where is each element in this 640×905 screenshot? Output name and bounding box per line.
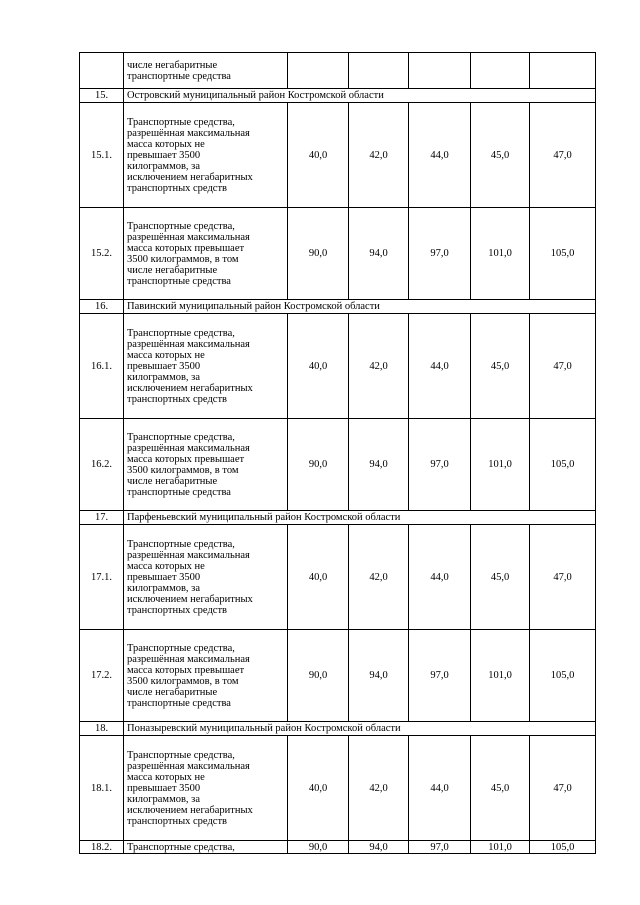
vehicle-category-description: Транспортные средства, разрешённая максимальная масса которых не превышает 3500 килограммов, за исключением негабаритных транспортных средств	[124, 314, 288, 419]
section-number: 16.	[80, 300, 124, 314]
row-number: 15.2.	[80, 208, 124, 300]
rate-value-col-1: 90,0	[288, 630, 349, 722]
table-row	[80, 525, 596, 630]
section-header-row	[80, 300, 596, 314]
row-number: 16.2.	[80, 419, 124, 511]
rate-value-col-4: 45,0	[471, 525, 530, 630]
vehicle-category-description: Транспортные средства, разрешённая максимальная масса которых превышает 3500 килограммов, в том числе негабаритные транспортные средства	[124, 208, 288, 300]
rate-value-col-4	[471, 53, 530, 89]
rate-value-col-2: 94,0	[349, 208, 409, 300]
vehicle-category-description: Транспортные средства, разрешённая максимальная масса которых не превышает 3500 килограммов, за исключением негабаритных транспортных средств	[124, 736, 288, 841]
rates-table	[79, 52, 596, 854]
rate-value-col-1: 90,0	[288, 841, 349, 854]
row-number: 18.1.	[80, 736, 124, 841]
table-row	[80, 53, 596, 89]
section-header-row	[80, 511, 596, 525]
section-header-row	[80, 722, 596, 736]
rate-value-col-3	[409, 53, 471, 89]
table-row	[80, 841, 596, 854]
rate-value-col-4: 45,0	[471, 103, 530, 208]
vehicle-category-description: Транспортные средства, разрешённая максимальная масса которых превышает 3500 килограммов, в том числе негабаритные транспортные средства	[124, 419, 288, 511]
rate-value-col-3: 44,0	[409, 525, 471, 630]
rate-value-col-1: 40,0	[288, 525, 349, 630]
row-number: 17.2.	[80, 630, 124, 722]
rate-value-col-5: 105,0	[530, 841, 596, 854]
vehicle-category-description: Транспортные средства, разрешённая максимальная масса которых не превышает 3500 килограммов, за исключением негабаритных транспортных средств	[124, 525, 288, 630]
district-title: Островский муниципальный район Костромской области	[124, 89, 596, 103]
rate-value-col-1	[288, 53, 349, 89]
rate-value-col-2: 42,0	[349, 103, 409, 208]
vehicle-category-description: Транспортные средства, разрешённая максимальная масса которых превышает 3500 килограммов, в том числе негабаритные транспортные средства	[124, 630, 288, 722]
rate-value-col-5: 105,0	[530, 419, 596, 511]
rate-value-col-3: 97,0	[409, 419, 471, 511]
vehicle-category-description: Транспортные средства, разрешённая максимальная масса которых не превышает 3500 килограммов, за исключением негабаритных транспортных средств	[124, 103, 288, 208]
rate-value-col-1: 40,0	[288, 103, 349, 208]
rate-value-col-2: 94,0	[349, 630, 409, 722]
table-row	[80, 103, 596, 208]
district-title: Поназыревский муниципальный район Костромской области	[124, 722, 596, 736]
rate-value-col-2: 42,0	[349, 736, 409, 841]
rate-value-col-5: 105,0	[530, 208, 596, 300]
rate-value-col-5: 47,0	[530, 314, 596, 419]
rate-value-col-1: 40,0	[288, 314, 349, 419]
rate-value-col-2	[349, 53, 409, 89]
table-row	[80, 208, 596, 300]
district-title: Парфеньевский муниципальный район Костромской области	[124, 511, 596, 525]
rate-value-col-3: 97,0	[409, 841, 471, 854]
rate-value-col-1: 90,0	[288, 419, 349, 511]
rate-value-col-2: 94,0	[349, 841, 409, 854]
row-number: 18.2.	[80, 841, 124, 854]
rate-value-col-4: 101,0	[471, 208, 530, 300]
section-header-row	[80, 89, 596, 103]
section-number: 18.	[80, 722, 124, 736]
rate-value-col-3: 97,0	[409, 208, 471, 300]
rate-value-col-5	[530, 53, 596, 89]
rate-value-col-4: 45,0	[471, 736, 530, 841]
table-row	[80, 314, 596, 419]
row-number-continuation	[80, 53, 124, 89]
table-row	[80, 419, 596, 511]
rate-value-col-3: 44,0	[409, 314, 471, 419]
rate-value-col-4: 101,0	[471, 841, 530, 854]
rate-value-col-2: 42,0	[349, 525, 409, 630]
rate-value-col-1: 90,0	[288, 208, 349, 300]
rate-value-col-5: 47,0	[530, 103, 596, 208]
rate-value-col-3: 44,0	[409, 103, 471, 208]
rate-value-col-2: 42,0	[349, 314, 409, 419]
rate-value-col-4: 45,0	[471, 314, 530, 419]
vehicle-category-description: Транспортные средства,	[124, 841, 288, 854]
rate-value-col-5: 105,0	[530, 630, 596, 722]
table-row	[80, 630, 596, 722]
rate-value-col-2: 94,0	[349, 419, 409, 511]
rate-value-col-4: 101,0	[471, 630, 530, 722]
rate-value-col-1: 40,0	[288, 736, 349, 841]
section-number: 15.	[80, 89, 124, 103]
row-number: 17.1.	[80, 525, 124, 630]
row-number: 15.1.	[80, 103, 124, 208]
section-number: 17.	[80, 511, 124, 525]
rates-table-body	[80, 53, 596, 854]
rate-value-col-3: 97,0	[409, 630, 471, 722]
vehicle-category-description: числе негабаритные транспортные средства	[124, 53, 288, 89]
rate-value-col-5: 47,0	[530, 525, 596, 630]
district-title: Павинский муниципальный район Костромской области	[124, 300, 596, 314]
rate-value-col-5: 47,0	[530, 736, 596, 841]
row-number: 16.1.	[80, 314, 124, 419]
rate-value-col-3: 44,0	[409, 736, 471, 841]
table-row	[80, 736, 596, 841]
rate-value-col-4: 101,0	[471, 419, 530, 511]
